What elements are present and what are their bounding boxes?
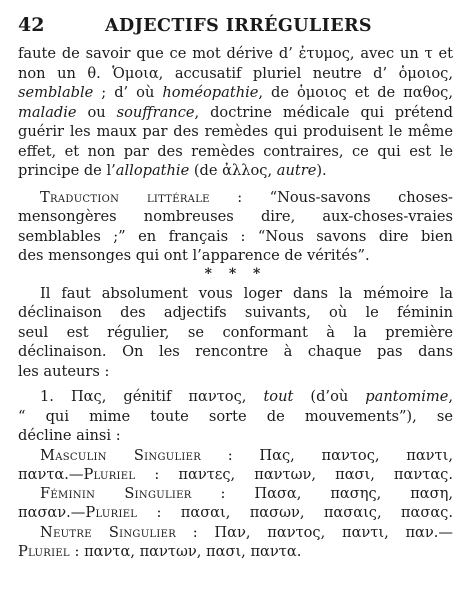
greek-forms: : Πασα, πασης, παση, [191, 485, 453, 503]
text-line: déclinaison. On les rencontre à chaque pas dans [18, 343, 453, 360]
declension-label: Pluriel [18, 542, 70, 560]
italic-word: allopathie [115, 162, 190, 179]
text-line: guérir les maux par des remèdes qui produisent le même [18, 123, 453, 140]
text-line: mensongères nombreuses dire, aux-choses-vraies [18, 208, 453, 225]
text-run: (d’où [293, 388, 366, 405]
text-line: seul est régulier, se conformant à la première [18, 323, 453, 341]
text-line: non un θ. Ὁμοια, accusatif pluriel neutre d’ ὁμοιος, [18, 64, 453, 82]
text-run: ). [316, 162, 327, 179]
text-line [18, 387, 453, 407]
masculine-plural [18, 465, 453, 484]
feminine-plural [18, 503, 453, 522]
text-run: , [448, 388, 453, 405]
item-pas [18, 387, 453, 446]
italic-word: tout [263, 388, 294, 405]
text-run: principe de l’ [18, 162, 116, 179]
declension-label: Pluriel [85, 504, 138, 522]
neuter-plural [18, 542, 453, 561]
paragraph-translation [18, 188, 453, 266]
translation-label: Traduction littérale [40, 188, 210, 206]
text-line: Il faut absolument vous loger dans la mémoire la [40, 284, 453, 302]
text-line: des mensonges qui ont l’apparence de vérités”. [18, 247, 370, 264]
text-run: (de ἀλλος, [189, 162, 277, 179]
text-run: , de ὁμοιος et de παθος, [258, 84, 453, 101]
asterism-divider: * * * [204, 265, 267, 282]
text-line: déclinaison des adjectifs suivants, où le féminin [18, 304, 453, 321]
page-number: 42 [18, 14, 45, 36]
text-run: , doctrine médicale qui prétend [194, 103, 453, 121]
declension-label: Neutre Singulier [40, 523, 177, 541]
text-run: 1. Πας, génitif παντος, [40, 388, 264, 405]
text-line [18, 188, 453, 208]
declension-label: Féminin Singulier [40, 485, 192, 503]
text-line: les auteurs : [18, 362, 110, 380]
text-line: faute de savoir que ce mot dérive d’ ἐτυμος, avec un τ et [18, 45, 453, 62]
italic-word: homéopathie [162, 84, 259, 101]
text-line: effet, et non par des remèdes contraires, ce qui est le [18, 142, 453, 160]
masculine-singular [18, 446, 453, 465]
text-line: semblables ;” en français : “Nous savons dire bien [18, 227, 453, 245]
declension-label: Pluriel [83, 465, 136, 483]
italic-word: semblable [18, 84, 94, 101]
text-run: ; d’ où [93, 84, 163, 101]
italic-word: autre [276, 162, 317, 179]
paragraph-instructions [18, 284, 453, 382]
text-run: : “Nous-savons choses- [209, 188, 453, 206]
text-line [18, 83, 453, 103]
text-line [18, 161, 453, 181]
greek-forms: πασαν.— [18, 504, 86, 522]
page-header [18, 14, 453, 44]
neuter-singular [18, 523, 453, 542]
greek-forms: : παντα, παντων, πασι, παντα. [69, 542, 302, 560]
italic-word: pantomime [365, 388, 449, 405]
text-line: décline ainsi : [18, 427, 121, 444]
italic-word: souffrance [116, 103, 195, 121]
greek-forms: : Πας, παντος, παντι, [201, 446, 453, 464]
greek-forms: παντα.— [18, 465, 84, 483]
feminine-singular [18, 484, 453, 503]
greek-forms: : Παν, παντος, παντι, παν.— [176, 523, 453, 541]
running-title: ADJECTIFS IRRÉGULIERS [105, 16, 372, 36]
declension-label: Masculin Singulier [40, 446, 202, 464]
text-line: “ qui mime toute sorte de mouvements”), se [18, 407, 453, 425]
text-line [18, 103, 453, 123]
paragraph-etymology [18, 44, 453, 181]
italic-word: maladie [18, 103, 77, 121]
greek-forms: : πασαι, πασων, πασαις, πασας. [137, 504, 453, 522]
greek-forms: : παντες, παντων, πασι, παντας. [135, 465, 453, 483]
declension-table [18, 446, 453, 562]
text-run: ou [76, 103, 117, 121]
